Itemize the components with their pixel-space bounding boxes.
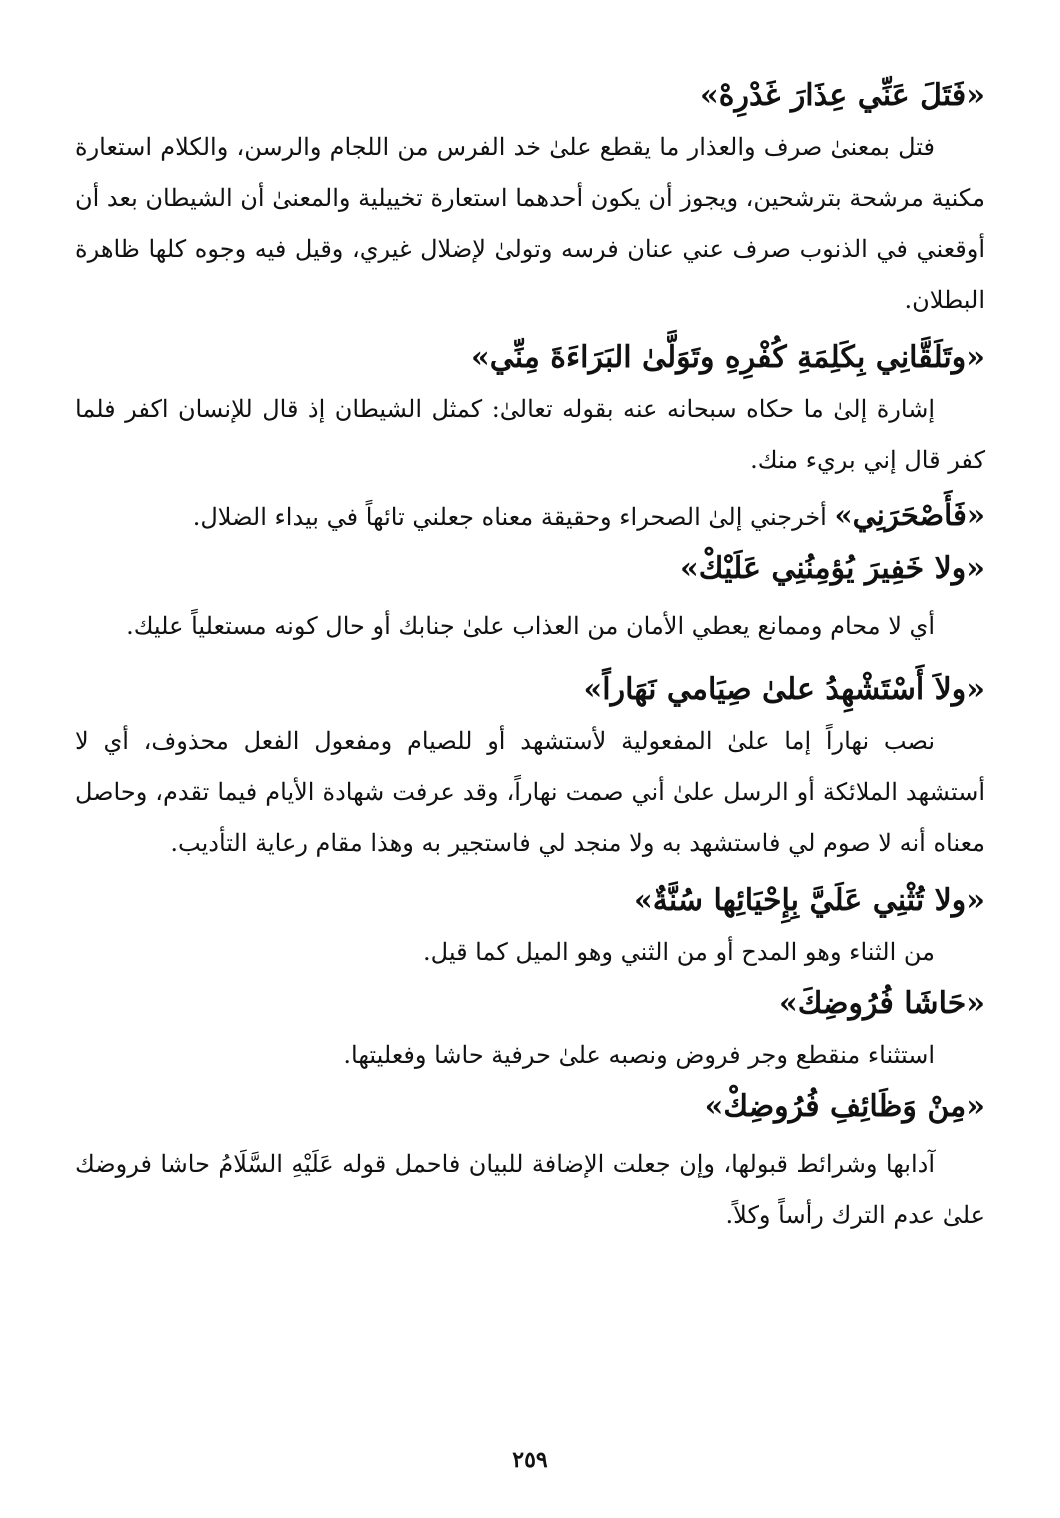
page-number: ٢٥٩ <box>512 1447 548 1473</box>
entry-heading-4: «ولا خَفِيرَ يُؤمِنُنِي عَلَيْكْ» <box>680 551 985 586</box>
entry-body-7: استثناء منقطع وجر فروض ونصبه علىٰ حرفية حاشا وفعليتها. <box>343 1041 935 1069</box>
entry-inline-3 <box>75 490 985 543</box>
entry-body-2: إشارة إلىٰ ما حكاه سبحانه عنه بقوله تعالىٰ: كمثل الشيطان إذ قال للإنسان اكفر فلما كفر قال إني بريء منك. <box>75 395 985 474</box>
page-body <box>75 70 985 1241</box>
entry-lead-3: «فَأَصْحَرَنِي» <box>834 498 985 532</box>
entry-body-5: نصب نهاراً إما علىٰ المفعولية لأستشهد أو للصيام ومفعول الفعل محذوف، أي لا أستشهد الملائكة أو الرسل علىٰ أني صمت نهاراً، وقد عرفت شهادة الأيام فيما تقدم، وحاصل معناه أنه لا صوم لي فاستشهد به ولا منجد لي فاستجير به وهذا مقام رعاية التأديب. <box>75 727 985 857</box>
entry-heading-6: «ولا تُثْنِي عَلَيَّ بِإِحْيَائِها سُنَّةٌ» <box>634 883 985 918</box>
entry-heading-7: «حَاشَا فُرُوضِكَ» <box>778 986 985 1021</box>
entry-body-8: آدابها وشرائط قبولها، وإن جعلت الإضافة للبيان فاحمل قوله عَلَيْهِ السَّلَامُ حاشا فروضك علىٰ عدم الترك رأساً وكلاً. <box>75 1150 985 1229</box>
entry-heading-1: «فَتَلَ عَنِّي عِذَارَ غَدْرِهْ» <box>699 78 985 113</box>
entry-body-1: فتل بمعنىٰ صرف والعذار ما يقطع علىٰ خد الفرس من اللجام والرسن، والكلام استعارة مكنية مرشحة بترشحين، ويجوز أن يكون أحدهما استعارة تخييلية والمعنىٰ أن الشيطان بعد أن أوقعني في الذنوب صرف عني عنان فرسه وتولىٰ لإضلال غيري، وقيل فيه وجوه كلها ظاهرة البطلان. <box>75 133 985 314</box>
entry-heading-8: «مِنْ وَظَائِفِ فُرُوضِكْ» <box>704 1089 985 1124</box>
entry-body-3: أخرجني إلىٰ الصحراء وحقيقة معناه جعلني تائهاً في بيداء الضلال. <box>192 503 835 531</box>
entry-body-6: من الثناء وهو المدح أو من الثني وهو الميل كما قيل. <box>423 938 935 966</box>
entry-body-4: أي لا محام وممانع يعطي الأمان من العذاب علىٰ جنابك أو حال كونه مستعلياً عليك. <box>126 612 935 640</box>
entry-heading-5: «ولاَ أَسْتَشْهِدُ علىٰ صِيَامي نَهَاراً» <box>583 672 985 707</box>
entry-heading-2: «وتَلَقَّانِي بِكَلِمَةِ كُفْرِهِ وتَوَلَّىٰ البَرَاءَةَ مِنِّي» <box>470 340 985 375</box>
